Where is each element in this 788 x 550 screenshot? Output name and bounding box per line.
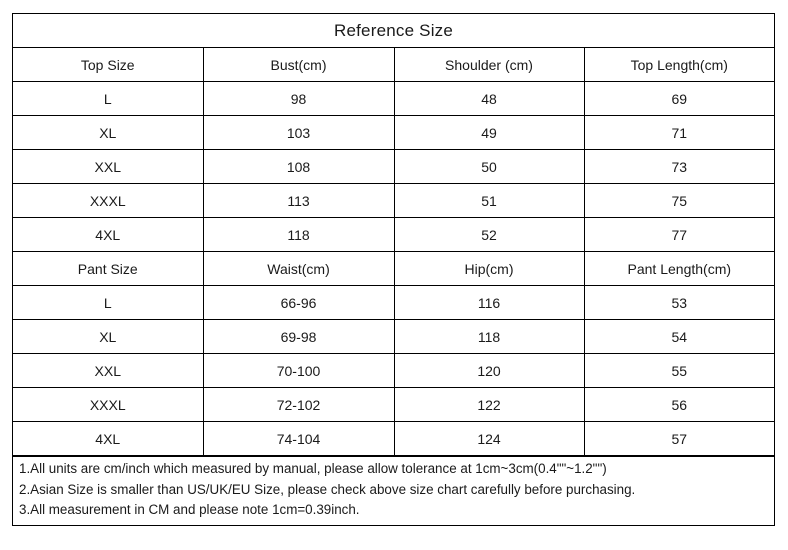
top-length-cell: 77	[584, 218, 774, 252]
pant-header-row	[13, 252, 774, 286]
column-header-bust: Bust(cm)	[203, 48, 394, 82]
hip-cell: 124	[394, 422, 584, 456]
notes-section	[13, 456, 774, 525]
size-cell: L	[13, 286, 203, 320]
waist-cell: 72-102	[203, 388, 394, 422]
waist-cell: 69-98	[203, 320, 394, 354]
table-row	[13, 116, 774, 150]
top-header-row	[13, 48, 774, 82]
note-line: 2.Asian Size is smaller than US/UK/EU Size, please check above size chart carefully before purchasing.	[19, 481, 636, 497]
size-cell: XXXL	[13, 388, 203, 422]
waist-cell: 66-96	[203, 286, 394, 320]
column-header-top-size: Top Size	[13, 48, 203, 82]
pant-length-cell: 54	[584, 320, 774, 354]
title-row	[13, 14, 774, 48]
shoulder-cell: 49	[394, 116, 584, 150]
column-header-waist: Waist(cm)	[203, 252, 394, 286]
table-row	[13, 320, 774, 354]
table-row	[13, 82, 774, 116]
bust-cell: 113	[203, 184, 394, 218]
hip-cell: 120	[394, 354, 584, 388]
shoulder-cell: 50	[394, 150, 584, 184]
size-cell: XL	[13, 320, 203, 354]
table-row	[13, 150, 774, 184]
waist-cell: 70-100	[203, 354, 394, 388]
hip-cell: 116	[394, 286, 584, 320]
table-title: Reference Size	[13, 14, 774, 48]
bust-cell: 108	[203, 150, 394, 184]
table-row	[13, 422, 774, 456]
table-row	[13, 354, 774, 388]
column-header-pant-size: Pant Size	[13, 252, 203, 286]
column-header-pant-length: Pant Length(cm)	[584, 252, 774, 286]
shoulder-cell: 51	[394, 184, 584, 218]
shoulder-cell: 52	[394, 218, 584, 252]
note-line: 1.All units are cm/inch which measured by manual, please allow tolerance at 1cm~3cm(0.4""~1.2"")	[19, 461, 607, 476]
hip-cell: 122	[394, 388, 584, 422]
shoulder-cell: 48	[394, 82, 584, 116]
top-length-cell: 73	[584, 150, 774, 184]
size-cell: XXL	[13, 354, 203, 388]
size-cell: XXXL	[13, 184, 203, 218]
size-cell: 4XL	[13, 422, 203, 456]
table-row	[13, 388, 774, 422]
pant-length-cell: 56	[584, 388, 774, 422]
column-header-top-length: Top Length(cm)	[584, 48, 774, 82]
column-header-shoulder: Shoulder (cm)	[394, 48, 584, 82]
bust-cell: 98	[203, 82, 394, 116]
table-row	[13, 184, 774, 218]
size-cell: XXL	[13, 150, 203, 184]
hip-cell: 118	[394, 320, 584, 354]
size-cell: XL	[13, 116, 203, 150]
size-cell: L	[13, 82, 203, 116]
pant-length-cell: 53	[584, 286, 774, 320]
note-line: 3.All measurement in CM and please note 1cm=0.39inch.	[19, 502, 360, 517]
top-length-cell: 75	[584, 184, 774, 218]
pant-length-cell: 55	[584, 354, 774, 388]
table-row	[13, 218, 774, 252]
size-chart	[12, 13, 775, 526]
size-table	[13, 14, 774, 456]
waist-cell: 74-104	[203, 422, 394, 456]
column-header-hip: Hip(cm)	[394, 252, 584, 286]
top-length-cell: 69	[584, 82, 774, 116]
bust-cell: 118	[203, 218, 394, 252]
top-length-cell: 71	[584, 116, 774, 150]
pant-length-cell: 57	[584, 422, 774, 456]
bust-cell: 103	[203, 116, 394, 150]
size-cell: 4XL	[13, 218, 203, 252]
table-row	[13, 286, 774, 320]
